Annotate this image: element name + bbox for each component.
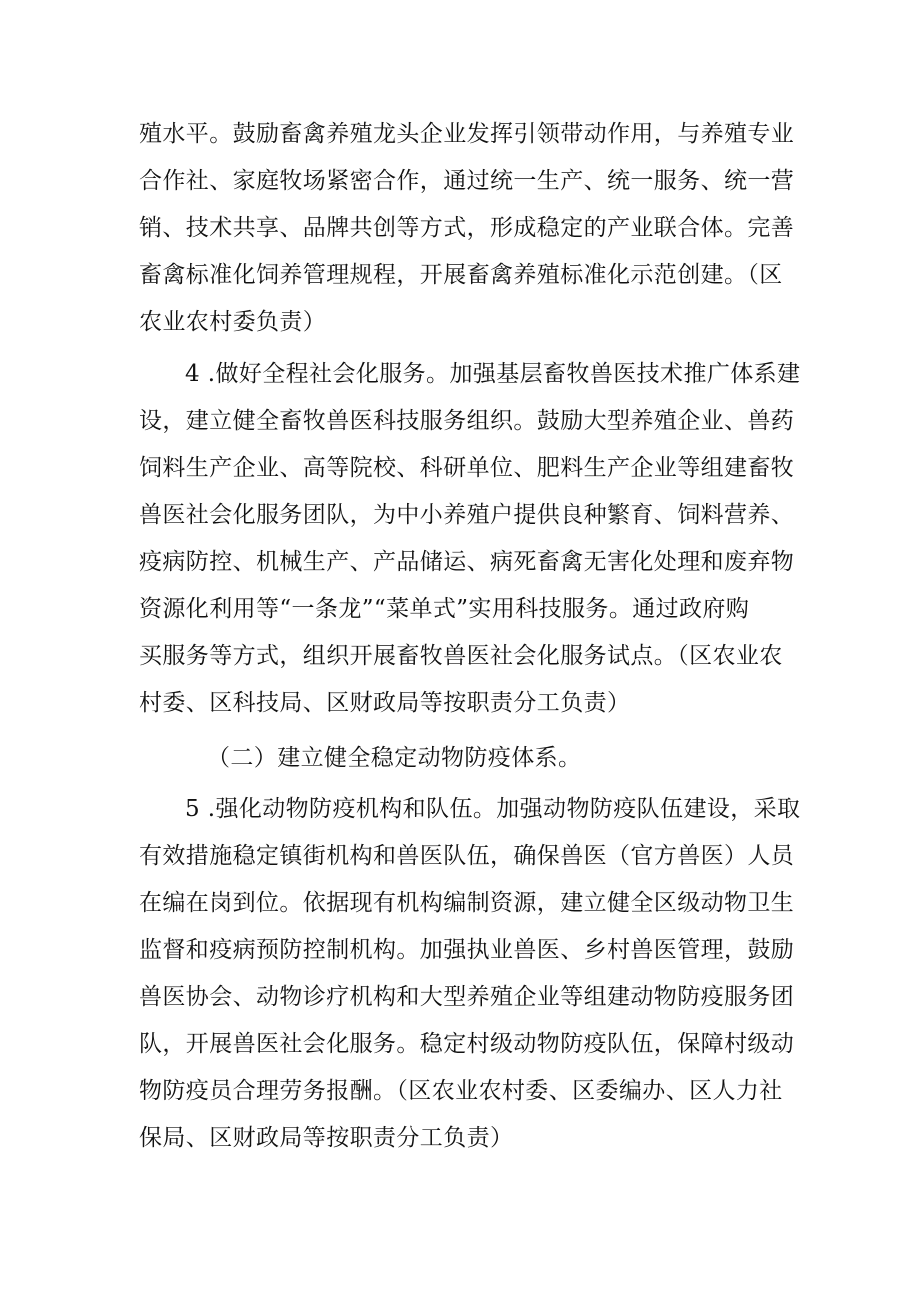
- text-line: 疫病防控、机械生产、产品储运、病死畜禽无害化处理和废弃物: [139, 549, 795, 575]
- text-line: 畜禽标准化饲养管理规程，开展畜禽养殖标准化示范创建。（区: [139, 262, 783, 288]
- text-line: 农业农村委负责）: [139, 309, 327, 335]
- text-line: 在编在岗到位。依据现有机构编制资源，建立健全区级动物卫生: [139, 890, 795, 916]
- text-line: 村委、区科技局、区财政局等按职责分工负责）: [139, 690, 631, 716]
- text-line: 买服务等方式，组织开展畜牧兽医社会化服务试点。（区农业农: [139, 643, 783, 669]
- text-line: 兽医协会、动物诊疗机构和大型养殖企业等组建动物防疫服务团: [139, 984, 795, 1010]
- text-line: 资源化利用等“一条龙”“菜单式”实用科技服务。通过政府购: [139, 596, 750, 622]
- text-line: 合作社、家庭牧场紧密合作，通过统一生产、统一服务、统一营: [139, 168, 795, 194]
- text-line: 队，开展兽医社会化服务。稳定村级动物防疫队伍，保障村级动: [139, 1031, 795, 1057]
- paragraph-5-heading-line: 5 .强化动物防疫机构和队伍。加强动物防疫队伍建设，采取: [185, 796, 801, 822]
- text-line: 设，建立健全畜牧兽医科技服务组织。鼓励大型养殖企业、兽药: [139, 408, 795, 434]
- paragraph-4-heading-line: 4 .做好全程社会化服务。加强基层畜牧兽医技术推广体系建: [185, 361, 801, 387]
- text-line: 销、技术共享、品牌共创等方式，形成稳定的产业联合体。完善: [139, 215, 795, 241]
- text-line: 有效措施稳定镇街机构和兽医队伍，确保兽医（官方兽医）人员: [139, 843, 795, 869]
- text-line: 殖水平。鼓励畜禽养殖龙头企业发挥引领带动作用，与养殖专业: [139, 121, 795, 147]
- text-line: 监督和疫病预防控制机构。加强执业兽医、乡村兽医管理，鼓励: [139, 937, 795, 963]
- text-line: 保局、区财政局等按职责分工负责）: [139, 1125, 514, 1151]
- text-line: 兽医社会化服务团队，为中小养殖户提供良种繁育、饲料营养、: [139, 502, 795, 528]
- text-line: 饲料生产企业、高等院校、科研单位、肥料生产企业等组建畜牧: [139, 455, 795, 481]
- section-heading: （二）建立健全稳定动物防疫体系。: [207, 745, 582, 771]
- text-line: 物防疫员合理劳务报酬。（区农业农村委、区委编办、区人力社: [139, 1078, 783, 1104]
